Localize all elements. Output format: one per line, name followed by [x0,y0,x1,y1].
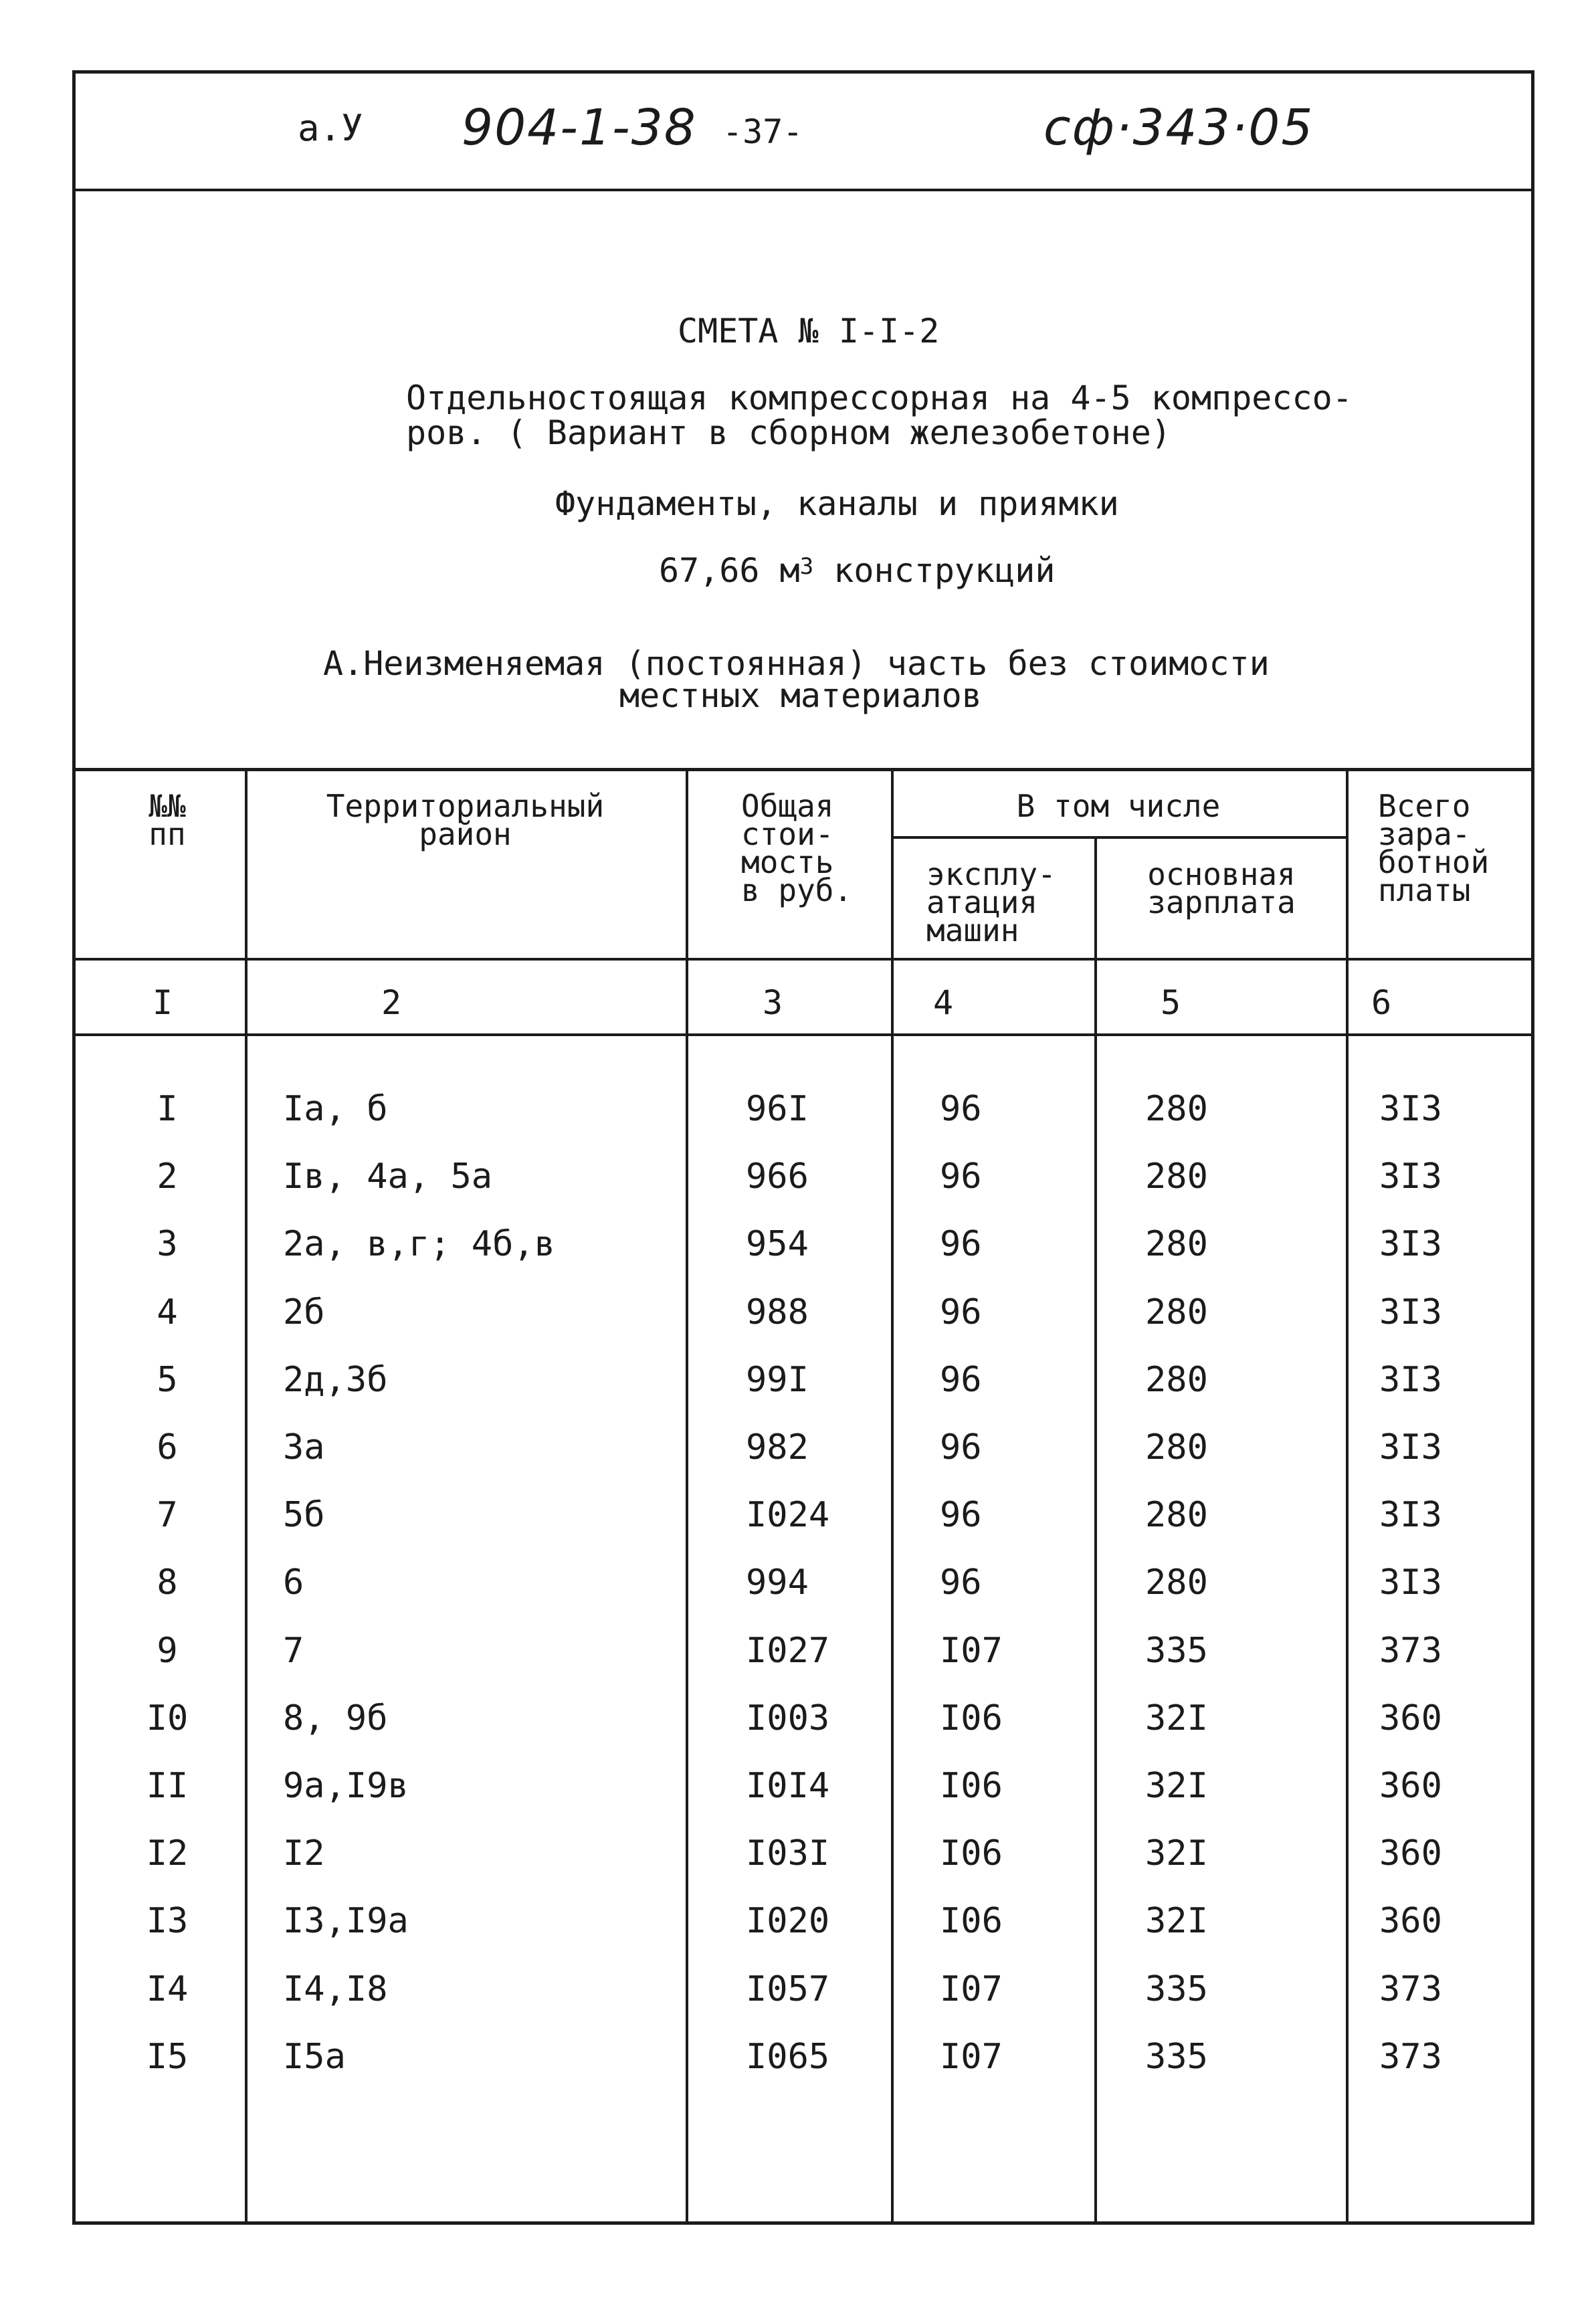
header-col4-line2: атация [926,884,1038,920]
cell-row-number: II [146,1766,189,1806]
cell-total-cost: I065 [746,2036,830,2077]
table-row [0,1224,1596,1291]
header-col4-line1: эксплу- [926,856,1056,892]
cell-row-number: 2 [157,1157,178,1197]
table-row [0,1089,1596,1156]
cell-total-cost: I020 [746,1901,830,1942]
cell-machine-operation: 96 [940,1224,982,1265]
cell-row-number: I2 [146,1833,189,1874]
cell-total-wages: 3I3 [1379,1224,1442,1265]
cell-base-salary: 32I [1145,1833,1208,1874]
table-row [0,1360,1596,1427]
cell-total-cost: 982 [746,1427,809,1468]
cell-row-number: 9 [157,1630,178,1671]
subject-line-1: Отдельностоящая компрессорная на 4-5 компрессо- [406,379,1353,417]
doc-code: а.У [298,107,363,149]
column-number-2: 2 [381,983,402,1022]
header-col4 [926,856,1056,948]
cell-total-wages: 3I3 [1379,1157,1442,1197]
cell-total-cost: 96I [746,1089,809,1129]
header-col2-line1: Территориальный [326,788,605,824]
table-row [0,1969,1596,2036]
cell-machine-operation: 96 [940,1563,982,1603]
column-number-1: I [153,983,173,1022]
cell-total-cost: I027 [746,1630,830,1671]
cell-base-salary: 280 [1145,1359,1208,1400]
cell-base-salary: 280 [1145,1563,1208,1603]
cell-machine-operation: I06 [940,1766,1003,1806]
cell-total-cost: I03I [746,1833,830,1874]
volume-line [659,553,1055,589]
cell-machine-operation: I07 [940,2036,1003,2077]
subject-line-2: ров. ( Вариант в сборном железобетоне) [406,413,1171,452]
cell-row-number: I [157,1089,178,1129]
table-top-border [72,768,1534,771]
table-row [0,1563,1596,1629]
archive-number: сф·343·05 [1043,99,1314,157]
header-col1-line1: №№ [148,788,186,824]
cell-row-number: I4 [146,1969,189,2009]
header-col5 [1097,856,1346,920]
header-divider [72,189,1534,191]
cell-base-salary: 280 [1145,1157,1208,1197]
part-line-2: местных материалов [619,676,982,715]
cell-row-number: 8 [157,1563,178,1603]
column-number-divider [72,1033,1534,1036]
header-col1 [134,788,201,852]
cell-district: 2б [283,1292,325,1332]
volume-superscript: 3 [799,553,814,580]
table-row [0,1698,1596,1765]
cell-district: 3а [283,1427,325,1468]
cell-district: 9а,I9в [283,1766,409,1806]
cell-total-wages: 360 [1379,1901,1442,1942]
cell-machine-operation: I07 [940,1630,1003,1671]
cell-machine-operation: 96 [940,1359,982,1400]
cell-row-number: 3 [157,1224,178,1265]
cell-row-number: I3 [146,1901,189,1942]
cell-district: 2а, в,г; 4б,в [283,1224,555,1265]
cell-row-number: 4 [157,1292,178,1332]
header-col1-line2: пп [148,816,186,852]
cell-total-cost: I057 [746,1969,830,2009]
column-number-5: 5 [1161,983,1181,1022]
header-bottom-divider [72,958,1534,961]
header-col6-line4: платы [1378,872,1471,908]
cell-base-salary: 280 [1145,1292,1208,1332]
cell-row-number: 7 [157,1495,178,1536]
section-title: Фундаменты, каналы и приямки [555,484,1119,523]
cell-row-number: 6 [157,1427,178,1468]
header-col2-line2: район [419,816,512,852]
header-col6-line2: зара- [1378,816,1471,852]
cell-base-salary: 32I [1145,1698,1208,1738]
header-col4-line3: машин [926,912,1019,948]
cell-district: I2 [283,1833,325,1874]
column-number-4: 4 [933,983,954,1022]
header-col3 [741,788,853,908]
cell-district: 7 [283,1630,304,1671]
header-col5-line1: основная [1147,856,1296,892]
table-row [0,1631,1596,1698]
table-row [0,1157,1596,1223]
cell-district: I3,I9а [283,1901,409,1942]
table-row [0,1901,1596,1968]
cell-total-wages: 360 [1379,1698,1442,1738]
cell-base-salary: 280 [1145,1089,1208,1129]
cell-row-number: I5 [146,2036,189,2077]
header-col3-line4: в руб. [741,872,853,908]
cell-machine-operation: I07 [940,1969,1003,2009]
cell-district: Iа, б [283,1089,388,1129]
cell-machine-operation: 96 [940,1089,982,1129]
cell-total-wages: 3I3 [1379,1427,1442,1468]
cell-total-wages: 3I3 [1379,1089,1442,1129]
cell-total-wages: 3I3 [1379,1495,1442,1536]
cell-district: 5б [283,1495,325,1536]
table-row [0,1427,1596,1494]
cell-total-cost: 966 [746,1157,809,1197]
cell-total-wages: 373 [1379,1969,1442,2009]
header-col6-line1: Всего [1378,788,1471,824]
cell-total-cost: 988 [746,1292,809,1332]
cell-district: 2д,3б [283,1359,388,1400]
cell-district: I5а [283,2036,346,2077]
header-group: В том числе [1016,788,1221,824]
volume-suffix: конструкций [813,551,1056,590]
table-row [0,1292,1596,1359]
cell-total-wages: 3I3 [1379,1359,1442,1400]
cell-district: 6 [283,1563,304,1603]
header-col5-line2: зарплата [1147,884,1296,920]
cell-total-wages: 373 [1379,1630,1442,1671]
cell-machine-operation: I06 [940,1901,1003,1942]
column-number-6: 6 [1371,983,1392,1022]
project-number: 904-1-38 [462,99,697,157]
cell-row-number: I0 [146,1698,189,1738]
cell-total-wages: 360 [1379,1766,1442,1806]
cell-total-cost: I0I4 [746,1766,830,1806]
cell-base-salary: 335 [1145,2036,1208,2077]
cell-total-wages: 3I3 [1379,1563,1442,1603]
cell-district: I4,I8 [283,1969,388,2009]
cell-total-wages: 3I3 [1379,1292,1442,1332]
cell-base-salary: 32I [1145,1766,1208,1806]
cell-base-salary: 335 [1145,1969,1208,2009]
header-col6-line3: ботной [1378,844,1490,880]
table-row [0,1495,1596,1562]
estimate-title: СМЕТА № I-I-2 [678,312,940,350]
cell-total-wages: 373 [1379,2036,1442,2077]
cell-row-number: 5 [157,1359,178,1400]
header-col3-line2: стои- [741,816,834,852]
cell-district: Iв, 4а, 5а [283,1157,493,1197]
volume-prefix: 67,66 м [659,551,800,590]
cell-machine-operation: 96 [940,1495,982,1536]
cell-base-salary: 280 [1145,1495,1208,1536]
cell-district: 8, 9б [283,1698,388,1738]
column-number-3: 3 [763,983,783,1022]
cell-machine-operation: I06 [940,1698,1003,1738]
cell-base-salary: 280 [1145,1427,1208,1468]
table-row [0,2037,1596,2104]
cell-total-cost: 994 [746,1563,809,1603]
cell-total-cost: 99I [746,1359,809,1400]
cell-base-salary: 335 [1145,1630,1208,1671]
cell-total-cost: 954 [746,1224,809,1265]
cell-total-wages: 360 [1379,1833,1442,1874]
header-col6 [1378,788,1490,908]
cell-machine-operation: 96 [940,1292,982,1332]
table-row [0,1766,1596,1833]
cell-machine-operation: 96 [940,1157,982,1197]
cell-total-cost: I003 [746,1698,830,1738]
cell-base-salary: 280 [1145,1224,1208,1265]
header-col3-line1: Общая [741,788,834,824]
cell-machine-operation: 96 [940,1427,982,1468]
group-header-divider [891,836,1346,839]
header-col3-line3: мость [741,844,834,880]
cell-machine-operation: I06 [940,1833,1003,1874]
header-col2 [245,788,686,852]
cell-total-cost: I024 [746,1495,830,1536]
cell-base-salary: 32I [1145,1901,1208,1942]
page-number: -37- [722,112,803,151]
table-row [0,1833,1596,1900]
part-line-1: А.Неизменяемая (постоянная) часть без стоимости [323,644,1270,683]
